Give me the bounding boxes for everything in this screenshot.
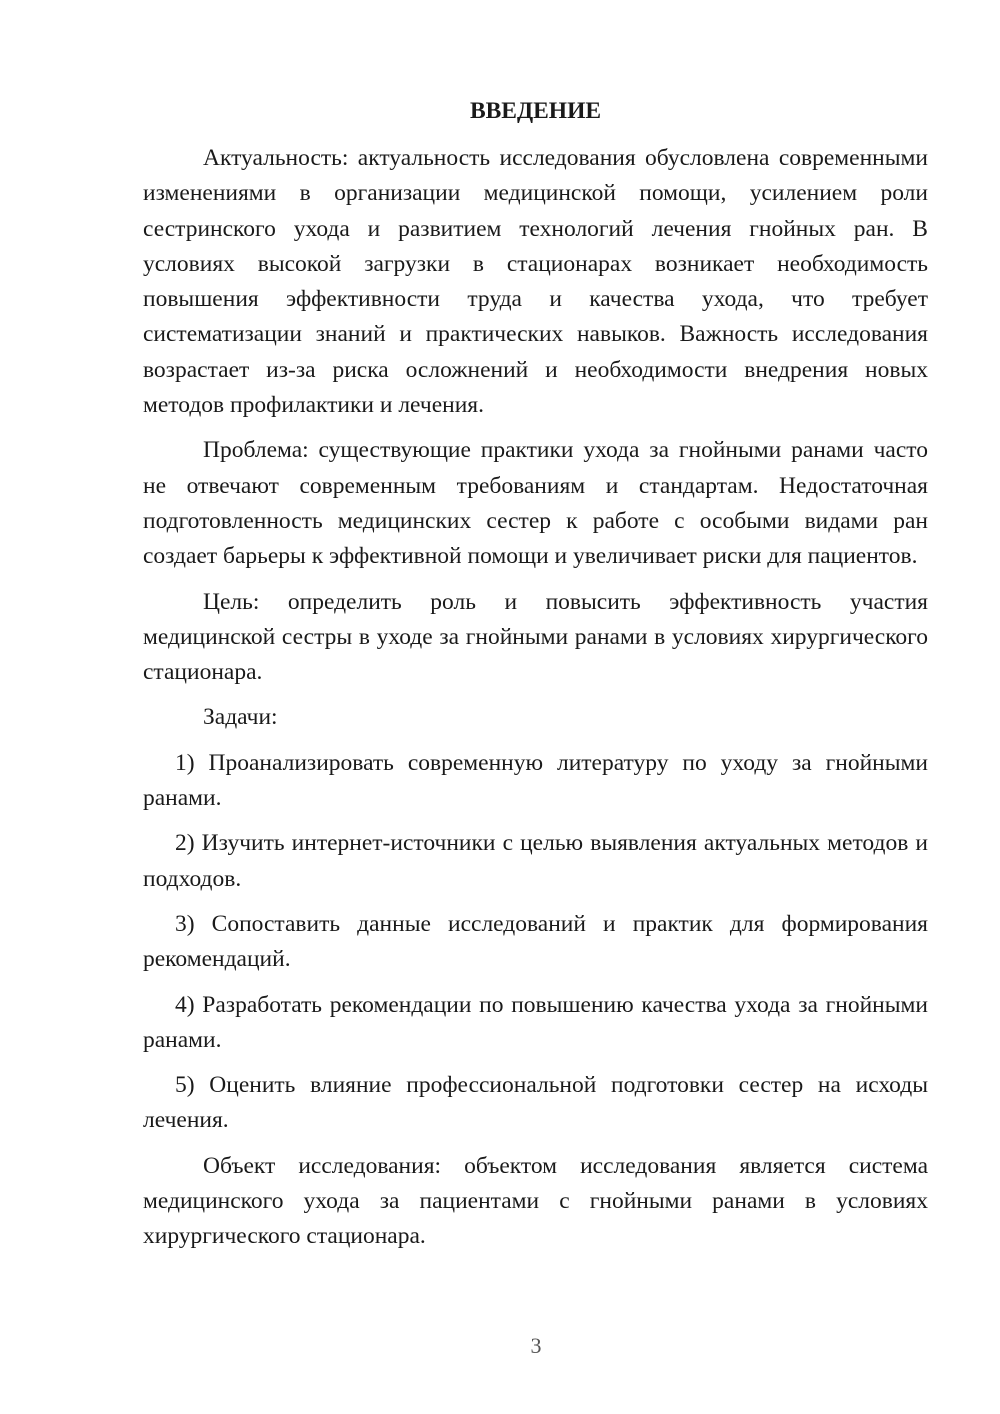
task-item: 4) Разработать рекомендации по повышению качества ухода за гнойными ранами. <box>143 991 928 1053</box>
goal-paragraph: Цель: определить роль и повысить эффективность участия медицинской сестры в уходе за гнойными ранами в условиях хирургического стационара. <box>143 588 928 686</box>
task-item: 3) Сопоставить данные исследований и практик для формирования рекомендаций. <box>143 910 928 973</box>
page-content <box>143 94 928 1255</box>
task-item: 5) Оценить влияние профессиональной подготовки сестер на исходы лечения. <box>143 1072 928 1134</box>
task-item: 1) Проанализировать современную литературу по уходу за гнойными ранами. <box>143 749 928 812</box>
object-paragraph: Объект исследования: объектом исследования является система медицинского ухода за пациентами с гнойными ранами в условиях хирургического стационара. <box>143 1152 928 1250</box>
problem-paragraph: Проблема: существующие практики ухода за гнойными ранами часто не отвечают современным требованиям и стандартам. Недостаточная подготовленность медицинских сестер к работе с особыми видами ран создает барьеры к эффективной помощи и увеличивает риски для пациентов. <box>143 437 928 570</box>
relevance-paragraph: Актуальность: актуальность исследования обусловлена современными изменениями в организации медицинской помощи, усилением роли сестринского ухода и развитием технологий лечения гнойных ран. В условиях высокой загрузки в стационарах возникает необходимость повышения эффективности труда и качества ухода, что требует систематизации знаний и практических навыков. Важность исследования возрастает из-за риска осложнений и необходимости внедрения новых методов профилактики и лечения. <box>143 145 928 419</box>
task-item: 2) Изучить интернет-источники с целью выявления актуальных методов и подходов. <box>143 830 928 892</box>
page-title: ВВЕДЕНИЕ <box>469 98 602 124</box>
tasks-heading: Задачи: <box>203 704 278 731</box>
page-number: 3 <box>530 1333 542 1358</box>
